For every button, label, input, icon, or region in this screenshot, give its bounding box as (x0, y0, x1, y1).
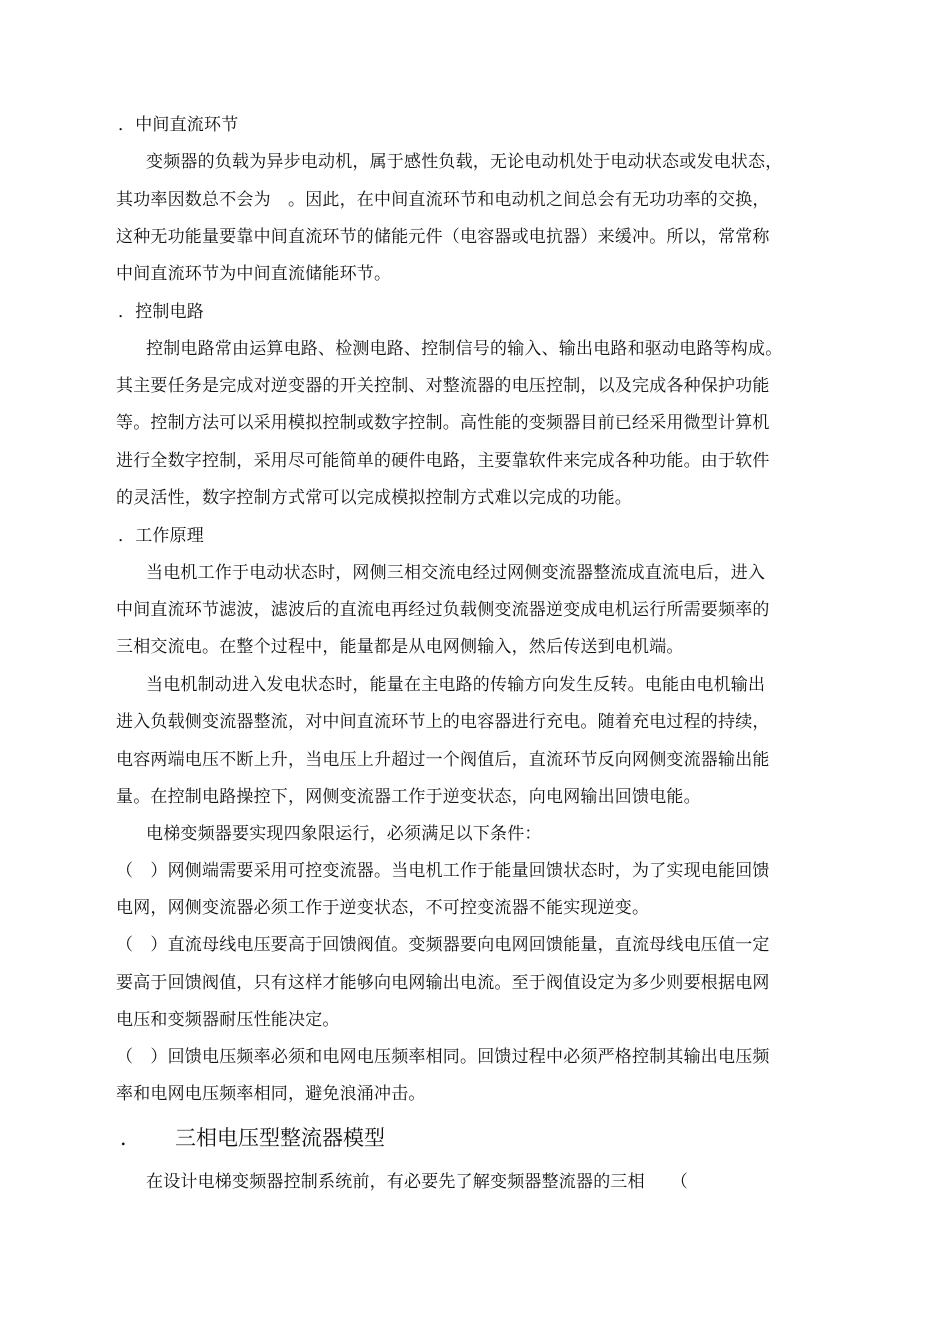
paragraph-line: 电梯变频器要实现四象限运行，必须满足以下条件： (146, 824, 542, 844)
section-title-text: 三相电压型整流器模型 (175, 1126, 385, 1150)
paragraph-line: 中间直流环节为中间直流储能环节。 (116, 264, 392, 284)
paragraph-line: 量。在控制电路操控下，网侧变流器工作于逆变状态，向电网输出回馈电能。 (116, 787, 701, 807)
paragraph-line: 电容两端电压不断上升，当电压上升超过一个阀值后，直流环节反向网侧变流器输出能 (116, 750, 770, 770)
paragraph-line: 其主要任务是完成对逆变器的开关控制、对整流器的电压控制，以及完成各种保护功能 (116, 376, 770, 396)
section-number: ． (120, 1126, 141, 1150)
paragraph-line: 当电机工作于电动状态时，网侧三相交流电经过网侧变流器整流成直流电后，进入 (146, 563, 766, 583)
paragraph-line: 的灵活性，数字控制方式常可以完成模拟控制方式难以完成的功能。 (116, 488, 632, 508)
heading-intermediate-dc: ．中间直流环节 (118, 115, 239, 135)
paragraph-line: 其功率因数总不会为 。因此，在中间直流环节和电动机之间总会有无功功率的交换， (116, 190, 770, 210)
paragraph-line: 进入负载侧变流器整流，对中间直流环节上的电容器进行充电。随着充电过程的持续， (116, 712, 770, 732)
paragraph-line: 三相交流电。在整个过程中，能量都是从电网侧输入，然后传送到电机端。 (116, 637, 684, 657)
condition-item: （ ）直流母线电压要高于回馈阀值。变频器要向电网回馈能量，直流母线电压值一定 (116, 935, 770, 955)
paragraph-line: 变频器的负载为异步电动机，属于感性负载，无论电动机处于电动状态或发电状态， (146, 152, 783, 172)
paragraph-line: 这种无功能量要靠中间直流环节的储能元件（电容器或电抗器）来缓冲。所以，常常称 (116, 227, 770, 247)
paragraph-line: 在设计电梯变频器控制系统前，有必要先了解变频器整流器的三相 （ (146, 1172, 688, 1192)
paragraph-line: 进行全数字控制，采用尽可能简单的硬件电路，主要靠软件来完成各种功能。由于软件 (116, 451, 770, 471)
paragraph-line: 中间直流环节滤波，滤波后的直流电再经过负载侧变流器逆变成电机运行所需要频率的 (116, 600, 770, 620)
heading-working-principle: ．工作原理 (118, 526, 204, 546)
heading-control-circuit: ．控制电路 (118, 302, 204, 322)
paragraph-line: 率和电网电压频率相同，避免浪涌冲击。 (116, 1084, 426, 1104)
section-title (120, 1123, 385, 1153)
condition-item: （ ）回馈电压频率必须和电网电压频率相同。回馈过程中必须严格控制其输出电压频 (116, 1047, 770, 1067)
condition-item: （ ）网侧端需要采用可控变流器。当电机工作于能量回馈状态时，为了实现电能回馈 (116, 861, 770, 881)
paragraph-line: 控制电路常由运算电路、检测电路、控制信号的输入、输出电路和驱动电路等构成。 (146, 339, 783, 359)
paragraph-line: 要高于回馈阀值，只有这样才能够向电网输出电流。至于阀值设定为多少则要根据电网 (116, 973, 770, 993)
paragraph-line: 电网，网侧变流器必须工作于逆变状态，不可控变流器不能实现逆变。 (116, 898, 650, 918)
paragraph-line: 等。控制方法可以采用模拟控制或数字控制。高性能的变频器目前已经采用微型计算机 (116, 413, 770, 433)
paragraph-line: 当电机制动进入发电状态时，能量在主电路的传输方向发生反转。电能由电机输出 (146, 675, 766, 695)
paragraph-line: 电压和变频器耐压性能决定。 (116, 1010, 340, 1030)
